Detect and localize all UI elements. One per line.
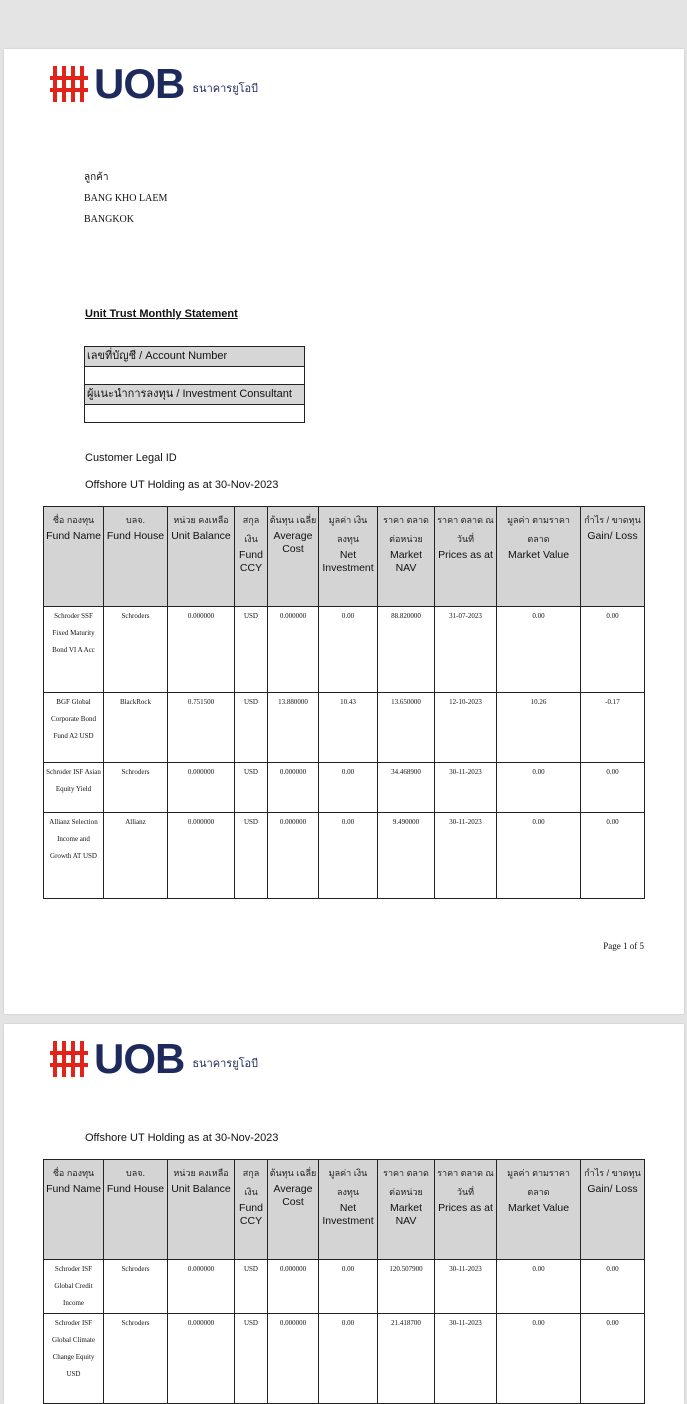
logo-thai-text: ธนาคารยูโอบี bbox=[192, 1058, 259, 1070]
column-header-thai: มูลค่า ตามราคา ตลาด bbox=[507, 515, 570, 544]
table-cell: BlackRock bbox=[104, 693, 168, 763]
column-header-thai: หน่วย คงเหลือ bbox=[173, 515, 229, 525]
column-header-thai: ชื่อ กองทุน bbox=[52, 515, 95, 525]
account-number-label: เลขที่บัญชี / Account Number bbox=[85, 347, 304, 367]
table-cell: 30-11-2023 bbox=[435, 813, 497, 899]
table-cell: 0.00 bbox=[581, 813, 645, 899]
column-header-en: Unit Balance bbox=[171, 530, 231, 542]
table-cell: Schroders bbox=[104, 607, 168, 693]
table-cell: 10.43 bbox=[319, 693, 378, 763]
table-cell: 0.000000 bbox=[268, 763, 319, 813]
column-header bbox=[235, 507, 268, 607]
address-line-2: BANGKOK bbox=[84, 214, 134, 225]
table-cell: 0.00 bbox=[319, 763, 378, 813]
table-cell: 34.468900 bbox=[378, 763, 435, 813]
statement-page-2 bbox=[4, 1024, 684, 1404]
table-cell: 30-11-2023 bbox=[435, 1260, 497, 1314]
table-cell: USD bbox=[235, 763, 268, 813]
table-cell: 0.000000 bbox=[168, 763, 235, 813]
table-cell: 0.000000 bbox=[168, 1260, 235, 1314]
table-cell: 120.507900 bbox=[378, 1260, 435, 1314]
column-header bbox=[268, 507, 319, 607]
table-cell: 13.650000 bbox=[378, 693, 435, 763]
table-cell: USD bbox=[235, 693, 268, 763]
column-header bbox=[168, 1160, 235, 1260]
column-header-en: Market Value bbox=[507, 549, 570, 561]
statement-page-1 bbox=[4, 49, 684, 1014]
logo-wordmark: UOB bbox=[94, 1035, 185, 1082]
column-header-en: Fund House bbox=[106, 1183, 165, 1195]
column-header-en: Net Investment bbox=[322, 1202, 374, 1227]
account-number-value bbox=[85, 367, 304, 385]
column-header bbox=[235, 1160, 268, 1260]
column-header-thai: กำไร / ขาดทุน bbox=[584, 1168, 641, 1178]
table-cell: 0.00 bbox=[497, 813, 581, 899]
table-cell: 0.00 bbox=[319, 607, 378, 693]
column-header-thai: ราคา ตลาด ต่อหน่วย bbox=[383, 1168, 429, 1197]
table-cell: 13.880000 bbox=[268, 693, 319, 763]
investment-consultant-value bbox=[85, 405, 304, 422]
address-line-1: BANG KHO LAEM bbox=[84, 193, 168, 204]
holding-title: Offshore UT Holding as at 30-Nov-2023 bbox=[85, 479, 279, 491]
column-header-thai: บลจ. bbox=[125, 1168, 145, 1178]
column-header-thai: มูลค่า เงินลงทุน bbox=[328, 515, 368, 544]
table-row bbox=[44, 813, 645, 899]
table-cell: 0.00 bbox=[319, 1260, 378, 1314]
column-header-thai: ราคา ตลาด ณ วันที่ bbox=[437, 1168, 494, 1197]
table-cell: 0.00 bbox=[581, 1314, 645, 1404]
column-header-thai: มูลค่า ตามราคา ตลาด bbox=[507, 1168, 570, 1197]
holdings-table bbox=[43, 506, 645, 899]
column-header bbox=[319, 507, 378, 607]
column-header bbox=[168, 507, 235, 607]
table-cell: 0.00 bbox=[581, 1260, 645, 1314]
table-cell: USD bbox=[235, 1314, 268, 1404]
column-header bbox=[581, 507, 645, 607]
table-cell: 30-11-2023 bbox=[435, 1314, 497, 1404]
column-header-en: Prices as at bbox=[438, 549, 493, 561]
table-cell: 0.00 bbox=[319, 813, 378, 899]
column-header-thai: ราคา ตลาด ต่อหน่วย bbox=[383, 515, 429, 544]
column-header-thai: ราคา ตลาด ณ วันที่ bbox=[437, 515, 494, 544]
fund-name-cell: Allianz Selection Income and Growth AT USD bbox=[44, 813, 104, 899]
table-row bbox=[44, 693, 645, 763]
column-header-en: Market NAV bbox=[389, 549, 423, 574]
table-cell: 0.000000 bbox=[268, 1314, 319, 1404]
column-header-thai: สกุล เงิน bbox=[242, 1168, 260, 1197]
column-header-en: Gain/ Loss bbox=[587, 530, 638, 542]
table-cell: Allianz bbox=[104, 813, 168, 899]
customer-address bbox=[84, 167, 167, 230]
column-header bbox=[378, 507, 435, 607]
table-row bbox=[44, 763, 645, 813]
fund-name-cell: Schroder ISF Asian Equity Yield bbox=[44, 763, 104, 813]
column-header-en: Gain/ Loss bbox=[587, 1183, 638, 1195]
table-row bbox=[44, 1260, 645, 1314]
uob-logo-mark-icon bbox=[50, 66, 88, 102]
table-cell: 0.000000 bbox=[268, 1260, 319, 1314]
column-header-thai: มูลค่า เงินลงทุน bbox=[328, 1168, 368, 1197]
statement-title: Unit Trust Monthly Statement bbox=[85, 308, 238, 320]
logo-wordmark: UOB bbox=[94, 60, 185, 107]
column-header bbox=[319, 1160, 378, 1260]
table-cell: 0.000000 bbox=[268, 607, 319, 693]
table-row bbox=[44, 1314, 645, 1404]
holdings-table bbox=[43, 1159, 645, 1404]
column-header-thai: ชื่อ กองทุน bbox=[52, 1168, 95, 1178]
column-header-thai: บลจ. bbox=[125, 515, 145, 525]
customer-legal-id-label: Customer Legal ID bbox=[85, 452, 177, 464]
column-header bbox=[268, 1160, 319, 1260]
table-cell: 0.00 bbox=[581, 607, 645, 693]
column-header bbox=[44, 507, 104, 607]
logo-thai-text: ธนาคารยูโอบี bbox=[192, 83, 259, 95]
table-cell: USD bbox=[235, 813, 268, 899]
table-cell: 9.490000 bbox=[378, 813, 435, 899]
column-header-en: Net Investment bbox=[322, 549, 374, 574]
uob-logo bbox=[50, 60, 259, 107]
account-info-box bbox=[84, 346, 305, 423]
table-cell: 0.000000 bbox=[168, 607, 235, 693]
table-cell: USD bbox=[235, 1260, 268, 1314]
column-header bbox=[435, 1160, 497, 1260]
column-header-thai: กำไร / ขาดทุน bbox=[584, 515, 641, 525]
table-cell: -0.17 bbox=[581, 693, 645, 763]
uob-logo bbox=[50, 1035, 259, 1082]
investment-consultant-label: ผู้แนะนำการลงทุน / Investment Consultant bbox=[85, 385, 304, 405]
table-cell: 0.00 bbox=[497, 763, 581, 813]
table-cell: 0.751500 bbox=[168, 693, 235, 763]
table-cell: 0.00 bbox=[319, 1314, 378, 1404]
table-cell: 31-07-2023 bbox=[435, 607, 497, 693]
column-header-thai: หน่วย คงเหลือ bbox=[173, 1168, 229, 1178]
column-header bbox=[435, 507, 497, 607]
table-cell: Schroders bbox=[104, 763, 168, 813]
table-cell: 0.00 bbox=[497, 607, 581, 693]
fund-name-cell: Schroder ISF Global Credit Income bbox=[44, 1260, 104, 1314]
column-header-en: Average Cost bbox=[273, 530, 313, 555]
table-cell: 12-10-2023 bbox=[435, 693, 497, 763]
column-header-en: Unit Balance bbox=[171, 1183, 231, 1195]
table-cell: 0.00 bbox=[497, 1314, 581, 1404]
holding-title: Offshore UT Holding as at 30-Nov-2023 bbox=[85, 1132, 279, 1144]
uob-logo-mark-icon bbox=[50, 1041, 88, 1077]
table-cell: 21.418700 bbox=[378, 1314, 435, 1404]
column-header-en: Fund House bbox=[106, 530, 165, 542]
table-cell: 0.00 bbox=[581, 763, 645, 813]
column-header bbox=[378, 1160, 435, 1260]
page-number: Page 1 of 5 bbox=[603, 941, 644, 951]
column-header bbox=[44, 1160, 104, 1260]
column-header bbox=[104, 1160, 168, 1260]
table-cell: 30-11-2023 bbox=[435, 763, 497, 813]
column-header-en: Market Value bbox=[507, 1202, 570, 1214]
column-header bbox=[497, 507, 581, 607]
table-cell: USD bbox=[235, 607, 268, 693]
table-cell: 0.000000 bbox=[168, 813, 235, 899]
column-header-thai: ต้นทุน เฉลี่ย bbox=[269, 515, 317, 525]
table-cell: 0.00 bbox=[497, 1260, 581, 1314]
column-header-en: Market NAV bbox=[389, 1202, 423, 1227]
fund-name-cell: Schroder SSF Fixed Maturity Bond VI A Acc bbox=[44, 607, 104, 693]
column-header bbox=[497, 1160, 581, 1260]
column-header-en: Fund Name bbox=[46, 1183, 101, 1195]
column-header-thai: ต้นทุน เฉลี่ย bbox=[269, 1168, 317, 1178]
table-cell: 0.000000 bbox=[268, 813, 319, 899]
column-header bbox=[104, 507, 168, 607]
table-cell: 0.000000 bbox=[168, 1314, 235, 1404]
table-row bbox=[44, 607, 645, 693]
table-cell: Schroders bbox=[104, 1260, 168, 1314]
table-cell: 88.820000 bbox=[378, 607, 435, 693]
column-header-en: Average Cost bbox=[273, 1183, 313, 1208]
column-header-en: Prices as at bbox=[438, 1202, 493, 1214]
column-header-thai: สกุล เงิน bbox=[242, 515, 260, 544]
column-header bbox=[581, 1160, 645, 1260]
table-cell: Schroders bbox=[104, 1314, 168, 1404]
customer-label: ลูกค้า bbox=[84, 172, 109, 183]
fund-name-cell: Schroder ISF Global Climate Change Equity USD bbox=[44, 1314, 104, 1404]
fund-name-cell: BGF Global Corporate Bond Fund A2 USD bbox=[44, 693, 104, 763]
table-cell: 10.26 bbox=[497, 693, 581, 763]
column-header-en: Fund CCY bbox=[239, 549, 263, 574]
column-header-en: Fund CCY bbox=[239, 1202, 263, 1227]
column-header-en: Fund Name bbox=[46, 530, 101, 542]
